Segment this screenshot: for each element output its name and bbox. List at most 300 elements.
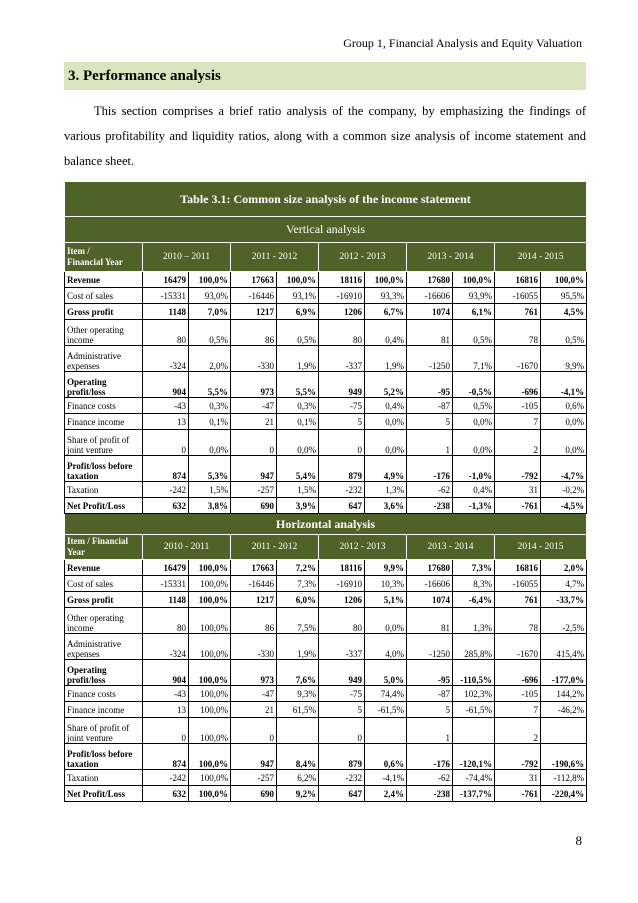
horizontal-cell: 9,9% xyxy=(365,560,407,576)
vertical-heading-row xyxy=(65,217,587,243)
horizontal-cell: 6,0% xyxy=(277,592,319,608)
vertical-cell: 5,2% xyxy=(365,372,407,398)
vertical-cell: -696 xyxy=(495,372,541,398)
horizontal-year-2: 2011 - 2012 xyxy=(231,535,319,560)
vertical-cell: 1,3% xyxy=(365,482,407,498)
horizontal-cell: 0,0% xyxy=(365,608,407,634)
horizontal-year-4: 2013 - 2014 xyxy=(407,535,495,560)
horizontal-cell: 0,6% xyxy=(365,744,407,770)
horizontal-cell: 690 xyxy=(231,786,277,802)
horizontal-cell: 100,0% xyxy=(189,592,231,608)
vertical-year-2: 2011 - 2012 xyxy=(231,243,319,272)
vertical-cell: 6,7% xyxy=(365,304,407,320)
vertical-row-label: Administrative expenses xyxy=(65,346,143,372)
horizontal-cell: -190,6% xyxy=(541,744,587,770)
horizontal-cell: 80 xyxy=(319,608,365,634)
horizontal-row-label: Other operating income xyxy=(65,608,143,634)
vertical-cell: 1074 xyxy=(407,304,453,320)
horizontal-cell: -95 xyxy=(407,660,453,686)
vertical-cell: 0,0% xyxy=(541,414,587,430)
horizontal-table-row xyxy=(65,560,587,576)
horizontal-cell: 8,3% xyxy=(453,576,495,592)
horizontal-cell: 1,3% xyxy=(453,608,495,634)
horizontal-cell: 5,1% xyxy=(365,592,407,608)
vertical-cell: 81 xyxy=(407,320,453,346)
horizontal-cell: 7,6% xyxy=(277,660,319,686)
vertical-cell: -16446 xyxy=(231,288,277,304)
horizontal-cell: 7,3% xyxy=(453,560,495,576)
vertical-cell: 0,4% xyxy=(453,482,495,498)
vertical-cell: -95 xyxy=(407,372,453,398)
horizontal-cell: 7 xyxy=(495,702,541,718)
horizontal-cell: 100,0% xyxy=(189,560,231,576)
vertical-table-row xyxy=(65,372,587,398)
horizontal-cell: -110,5% xyxy=(453,660,495,686)
horizontal-cell: 13 xyxy=(143,702,189,718)
vertical-cell: 0 xyxy=(319,430,365,456)
horizontal-cell: -120,1% xyxy=(453,744,495,770)
item-label-line1: Item / xyxy=(67,246,90,256)
vertical-cell: 93,1% xyxy=(277,288,319,304)
vertical-cell: 0,5% xyxy=(277,320,319,346)
vertical-cell: -0,2% xyxy=(541,482,587,498)
vertical-cell: 93,9% xyxy=(453,288,495,304)
vertical-cell: 2 xyxy=(495,430,541,456)
vertical-cell: 904 xyxy=(143,372,189,398)
vertical-table-row xyxy=(65,272,587,288)
horizontal-row-label: Cost of sales xyxy=(65,576,143,592)
horizontal-cell: 1148 xyxy=(143,592,189,608)
horizontal-cell: 31 xyxy=(495,770,541,786)
horizontal-cell: 0 xyxy=(231,718,277,744)
horizontal-cell: -6,4% xyxy=(453,592,495,608)
horizontal-cell: 100,0% xyxy=(189,576,231,592)
vertical-row-label: Share of profit of joint venture xyxy=(65,430,143,456)
vertical-cell: 973 xyxy=(231,372,277,398)
vertical-table-row xyxy=(65,482,587,498)
horizontal-table-row xyxy=(65,702,587,718)
vertical-cell: 1,5% xyxy=(277,482,319,498)
vertical-cell: -4,1% xyxy=(541,372,587,398)
vertical-cell: -792 xyxy=(495,456,541,482)
vertical-cell: -87 xyxy=(407,398,453,414)
horizontal-cell: 761 xyxy=(495,592,541,608)
vertical-analysis-heading: Vertical analysis xyxy=(65,217,587,243)
vertical-cell: 100,0% xyxy=(365,272,407,288)
page-number: 8 xyxy=(575,833,582,848)
intro-paragraph xyxy=(64,99,586,174)
vertical-cell: 4,5% xyxy=(541,304,587,320)
horizontal-row-label: Finance costs xyxy=(65,686,143,702)
vertical-cell: 31 xyxy=(495,482,541,498)
vertical-cell: -1,3% xyxy=(453,498,495,514)
vertical-cell: -257 xyxy=(231,482,277,498)
section-title: 3. Performance analysis xyxy=(64,62,586,90)
horizontal-cell: 86 xyxy=(231,608,277,634)
vertical-cell: 13 xyxy=(143,414,189,430)
horizontal-row-label: Share of profit of joint venture xyxy=(65,718,143,744)
horizontal-cell: -220,4% xyxy=(541,786,587,802)
horizontal-cell: -61,5% xyxy=(453,702,495,718)
horizontal-row-label: Operating profit/loss xyxy=(65,660,143,686)
horizontal-table-row xyxy=(65,634,587,660)
horizontal-cell: -792 xyxy=(495,744,541,770)
horizontal-cell: 1206 xyxy=(319,592,365,608)
horizontal-cell xyxy=(541,718,587,744)
vertical-cell: -62 xyxy=(407,482,453,498)
horizontal-cell xyxy=(453,718,495,744)
horizontal-cell: -47 xyxy=(231,686,277,702)
vertical-cell: 21 xyxy=(231,414,277,430)
horizontal-cell: 415,4% xyxy=(541,634,587,660)
vertical-row-label: Revenue xyxy=(65,272,143,288)
vertical-cell: 7,1% xyxy=(453,346,495,372)
horizontal-cell: 8,4% xyxy=(277,744,319,770)
horizontal-cell: 874 xyxy=(143,744,189,770)
horizontal-table-row xyxy=(65,744,587,770)
horizontal-cell: -112,8% xyxy=(541,770,587,786)
vertical-cell: 100,0% xyxy=(453,272,495,288)
horizontal-cell: 2 xyxy=(495,718,541,744)
item-label-line2: Financial Year xyxy=(67,257,123,267)
vertical-row-label: Finance income xyxy=(65,414,143,430)
vertical-cell: 95,5% xyxy=(541,288,587,304)
horizontal-cell: -177,0% xyxy=(541,660,587,686)
vertical-cell: 86 xyxy=(231,320,277,346)
vertical-cell: -47 xyxy=(231,398,277,414)
vertical-table-row xyxy=(65,414,587,430)
horizontal-row-label: Finance income xyxy=(65,702,143,718)
vertical-row-label: Finance costs xyxy=(65,398,143,414)
horizontal-table-row xyxy=(65,770,587,786)
vertical-cell: 0,3% xyxy=(189,398,231,414)
horizontal-cell: -15331 xyxy=(143,576,189,592)
horizontal-cell: 100,0% xyxy=(189,660,231,686)
horizontal-cell: 1074 xyxy=(407,592,453,608)
vertical-table-row xyxy=(65,456,587,482)
horizontal-cell: -4,1% xyxy=(365,770,407,786)
horizontal-row-label: Profit/loss before taxation xyxy=(65,744,143,770)
horizontal-cell: -1250 xyxy=(407,634,453,660)
horizontal-cell: 21 xyxy=(231,702,277,718)
vertical-cell: 4,9% xyxy=(365,456,407,482)
horizontal-cell: 102,3% xyxy=(453,686,495,702)
vertical-cell: -1250 xyxy=(407,346,453,372)
running-header: Group 1, Financial Analysis and Equity Valuation xyxy=(343,36,582,50)
vertical-cell: 949 xyxy=(319,372,365,398)
vertical-table-row xyxy=(65,498,587,514)
horizontal-cell: -46,2% xyxy=(541,702,587,718)
vertical-cell: 0,0% xyxy=(365,430,407,456)
horizontal-cell: 904 xyxy=(143,660,189,686)
horizontal-cell: 17680 xyxy=(407,560,453,576)
horizontal-cell: -337 xyxy=(319,634,365,660)
horizontal-cell: -232 xyxy=(319,770,365,786)
horizontal-cell: 5 xyxy=(319,702,365,718)
horizontal-cell: 100,0% xyxy=(189,686,231,702)
horizontal-cell: -324 xyxy=(143,634,189,660)
horizontal-cell: -75 xyxy=(319,686,365,702)
vertical-table-row xyxy=(65,346,587,372)
horizontal-table-row xyxy=(65,686,587,702)
horizontal-cell: -696 xyxy=(495,660,541,686)
vertical-cell: 0 xyxy=(231,430,277,456)
vertical-cell: 1148 xyxy=(143,304,189,320)
horizontal-cell: 5 xyxy=(407,702,453,718)
horizontal-cell: 973 xyxy=(231,660,277,686)
horizontal-cell: 5,0% xyxy=(365,660,407,686)
horizontal-cell: -43 xyxy=(143,686,189,702)
vertical-cell: -337 xyxy=(319,346,365,372)
vertical-cell: 0,0% xyxy=(541,430,587,456)
vertical-cell: 0,1% xyxy=(189,414,231,430)
vertical-cell: 80 xyxy=(319,320,365,346)
vertical-cell: -16055 xyxy=(495,288,541,304)
vertical-cell: 5,4% xyxy=(277,456,319,482)
horizontal-cell: 949 xyxy=(319,660,365,686)
vertical-year-4: 2013 - 2014 xyxy=(407,243,495,272)
vertical-cell: 0,0% xyxy=(453,430,495,456)
vertical-column-header xyxy=(65,243,587,272)
vertical-row-label: Taxation xyxy=(65,482,143,498)
vertical-cell: 0,3% xyxy=(277,398,319,414)
vertical-cell: 78 xyxy=(495,320,541,346)
vertical-cell: 0,0% xyxy=(189,430,231,456)
horizontal-year-3: 2012 - 2013 xyxy=(319,535,407,560)
horizontal-cell: 1217 xyxy=(231,592,277,608)
horizontal-year-1: 2010 - 2011 xyxy=(143,535,231,560)
horizontal-cell: 9,2% xyxy=(277,786,319,802)
vertical-cell: -324 xyxy=(143,346,189,372)
horizontal-cell: -16446 xyxy=(231,576,277,592)
vertical-row-label: Gross profit xyxy=(65,304,143,320)
horizontal-table-row xyxy=(65,786,587,802)
horizontal-cell: 100,0% xyxy=(189,718,231,744)
horizontal-cell: 2,4% xyxy=(365,786,407,802)
horizontal-cell: 80 xyxy=(143,608,189,634)
vertical-cell: 17663 xyxy=(231,272,277,288)
vertical-cell: 1217 xyxy=(231,304,277,320)
horizontal-cell: 632 xyxy=(143,786,189,802)
vertical-cell: 100,0% xyxy=(277,272,319,288)
horizontal-cell: 144,2% xyxy=(541,686,587,702)
vertical-cell: 0 xyxy=(143,430,189,456)
vertical-cell: -16910 xyxy=(319,288,365,304)
horizontal-cell: 81 xyxy=(407,608,453,634)
horizontal-cell: 9,3% xyxy=(277,686,319,702)
vertical-cell: 647 xyxy=(319,498,365,514)
horizontal-cell: -74,4% xyxy=(453,770,495,786)
horizontal-cell: 100,0% xyxy=(189,702,231,718)
vertical-year-1: 2010 – 2011 xyxy=(143,243,231,272)
horizontal-row-label: Administrative expenses xyxy=(65,634,143,660)
vertical-cell: 5 xyxy=(319,414,365,430)
horizontal-cell: 100,0% xyxy=(189,786,231,802)
vertical-cell: 18116 xyxy=(319,272,365,288)
vertical-cell: -761 xyxy=(495,498,541,514)
table-title-row xyxy=(65,182,587,217)
horizontal-cell: 7,5% xyxy=(277,608,319,634)
vertical-year-5: 2014 - 2015 xyxy=(495,243,587,272)
horizontal-row-label: Gross profit xyxy=(65,592,143,608)
vertical-item-label xyxy=(65,243,143,272)
horizontal-cell: 2,0% xyxy=(541,560,587,576)
horizontal-cell: -257 xyxy=(231,770,277,786)
vertical-cell: 100,0% xyxy=(541,272,587,288)
horizontal-cell: 947 xyxy=(231,744,277,770)
vertical-cell: 9,9% xyxy=(541,346,587,372)
vertical-cell: 16816 xyxy=(495,272,541,288)
vertical-table-row xyxy=(65,320,587,346)
vertical-cell: 761 xyxy=(495,304,541,320)
vertical-cell: 0,1% xyxy=(277,414,319,430)
horizontal-cell xyxy=(365,718,407,744)
intro-text: This section comprises a brief ratio analysis of the company, by emphasizing the findings of various profitability and liquidity ratios, along with a common size analysis of income statement and balance sheet. xyxy=(64,104,586,168)
horizontal-table-row xyxy=(65,718,587,744)
vertical-cell: 1,9% xyxy=(277,346,319,372)
horizontal-cell: -2,5% xyxy=(541,608,587,634)
vertical-row-label: Other operating income xyxy=(65,320,143,346)
horizontal-cell: 16479 xyxy=(143,560,189,576)
vertical-table-row xyxy=(65,304,587,320)
horizontal-table-row xyxy=(65,608,587,634)
horizontal-cell: -761 xyxy=(495,786,541,802)
vertical-cell: 1,5% xyxy=(189,482,231,498)
vertical-cell: 879 xyxy=(319,456,365,482)
vertical-table-row xyxy=(65,430,587,456)
vertical-cell: -43 xyxy=(143,398,189,414)
horizontal-cell: 285,8% xyxy=(453,634,495,660)
vertical-cell: -4,5% xyxy=(541,498,587,514)
vertical-cell: 690 xyxy=(231,498,277,514)
vertical-table-row xyxy=(65,398,587,414)
horizontal-cell: -105 xyxy=(495,686,541,702)
vertical-cell: 0,6% xyxy=(541,398,587,414)
horizontal-cell: -33,7% xyxy=(541,592,587,608)
horizontal-cell: -1670 xyxy=(495,634,541,660)
horizontal-cell: -16055 xyxy=(495,576,541,592)
vertical-cell: 0,0% xyxy=(453,414,495,430)
horizontal-row-label: Net Profit/Loss xyxy=(65,786,143,802)
horizontal-row-label: Revenue xyxy=(65,560,143,576)
vertical-cell: 17680 xyxy=(407,272,453,288)
vertical-cell: 5 xyxy=(407,414,453,430)
horizontal-cell: -87 xyxy=(407,686,453,702)
horizontal-column-header xyxy=(65,535,587,560)
vertical-row-label: Operating profit/loss xyxy=(65,372,143,398)
horizontal-cell: 100,0% xyxy=(189,608,231,634)
horizontal-heading-row xyxy=(65,514,587,535)
common-size-table xyxy=(64,181,587,802)
horizontal-cell: 78 xyxy=(495,608,541,634)
horizontal-cell: 18116 xyxy=(319,560,365,576)
vertical-cell: 7 xyxy=(495,414,541,430)
horizontal-cell: -62 xyxy=(407,770,453,786)
horizontal-table-row xyxy=(65,660,587,686)
vertical-cell: -0,5% xyxy=(453,372,495,398)
vertical-cell: 947 xyxy=(231,456,277,482)
horizontal-cell: 4,0% xyxy=(365,634,407,660)
vertical-cell: 5,5% xyxy=(189,372,231,398)
vertical-cell: -242 xyxy=(143,482,189,498)
vertical-row-label: Net Profit/Loss xyxy=(65,498,143,514)
vertical-table-row xyxy=(65,288,587,304)
horizontal-cell: 100,0% xyxy=(189,744,231,770)
vertical-cell: -176 xyxy=(407,456,453,482)
horizontal-item-label: Item / Financial Year xyxy=(65,535,143,560)
horizontal-cell: -330 xyxy=(231,634,277,660)
vertical-cell: 2,0% xyxy=(189,346,231,372)
horizontal-cell: 7,3% xyxy=(277,576,319,592)
horizontal-cell: 647 xyxy=(319,786,365,802)
common-size-table-wrap xyxy=(64,181,586,802)
table-title: Table 3.1: Common size analysis of the income statement xyxy=(65,182,587,217)
horizontal-cell: 1,9% xyxy=(277,634,319,660)
vertical-cell: 1 xyxy=(407,430,453,456)
vertical-cell: 93,3% xyxy=(365,288,407,304)
vertical-row-label: Cost of sales xyxy=(65,288,143,304)
vertical-cell: 3,8% xyxy=(189,498,231,514)
horizontal-cell: 0 xyxy=(319,718,365,744)
horizontal-row-label: Taxation xyxy=(65,770,143,786)
vertical-cell: 0,5% xyxy=(453,398,495,414)
vertical-cell: 0,5% xyxy=(541,320,587,346)
vertical-cell: 16479 xyxy=(143,272,189,288)
vertical-cell: 874 xyxy=(143,456,189,482)
horizontal-cell: 1 xyxy=(407,718,453,744)
horizontal-table-row xyxy=(65,592,587,608)
vertical-cell: 6,9% xyxy=(277,304,319,320)
vertical-cell: -1670 xyxy=(495,346,541,372)
horizontal-cell: -61,5% xyxy=(365,702,407,718)
horizontal-cell: 100,0% xyxy=(189,634,231,660)
vertical-cell: 1206 xyxy=(319,304,365,320)
vertical-cell: -75 xyxy=(319,398,365,414)
vertical-cell: 5,3% xyxy=(189,456,231,482)
horizontal-cell: 16816 xyxy=(495,560,541,576)
horizontal-cell: -176 xyxy=(407,744,453,770)
horizontal-cell: -137,7% xyxy=(453,786,495,802)
vertical-cell: 80 xyxy=(143,320,189,346)
vertical-cell: -330 xyxy=(231,346,277,372)
vertical-cell: 100,0% xyxy=(189,272,231,288)
vertical-cell: 0,4% xyxy=(365,398,407,414)
horizontal-cell: -16606 xyxy=(407,576,453,592)
horizontal-cell: -242 xyxy=(143,770,189,786)
horizontal-cell: -16910 xyxy=(319,576,365,592)
horizontal-year-5: 2014 - 2015 xyxy=(495,535,587,560)
horizontal-table-row xyxy=(65,576,587,592)
vertical-cell: -4,7% xyxy=(541,456,587,482)
horizontal-cell: 17663 xyxy=(231,560,277,576)
horizontal-cell: 10,3% xyxy=(365,576,407,592)
vertical-cell: 632 xyxy=(143,498,189,514)
vertical-row-label: Profit/loss before taxation xyxy=(65,456,143,482)
vertical-cell: 3,6% xyxy=(365,498,407,514)
horizontal-cell: 6,2% xyxy=(277,770,319,786)
horizontal-cell: 74,4% xyxy=(365,686,407,702)
vertical-cell: -238 xyxy=(407,498,453,514)
horizontal-analysis-heading: Horizontal analysis xyxy=(65,514,587,535)
vertical-cell: 3,9% xyxy=(277,498,319,514)
vertical-cell: 93,0% xyxy=(189,288,231,304)
horizontal-cell: 100,0% xyxy=(189,770,231,786)
vertical-cell: 0,5% xyxy=(453,320,495,346)
horizontal-cell xyxy=(277,718,319,744)
vertical-cell: -1,0% xyxy=(453,456,495,482)
vertical-cell: -16606 xyxy=(407,288,453,304)
horizontal-cell: -238 xyxy=(407,786,453,802)
